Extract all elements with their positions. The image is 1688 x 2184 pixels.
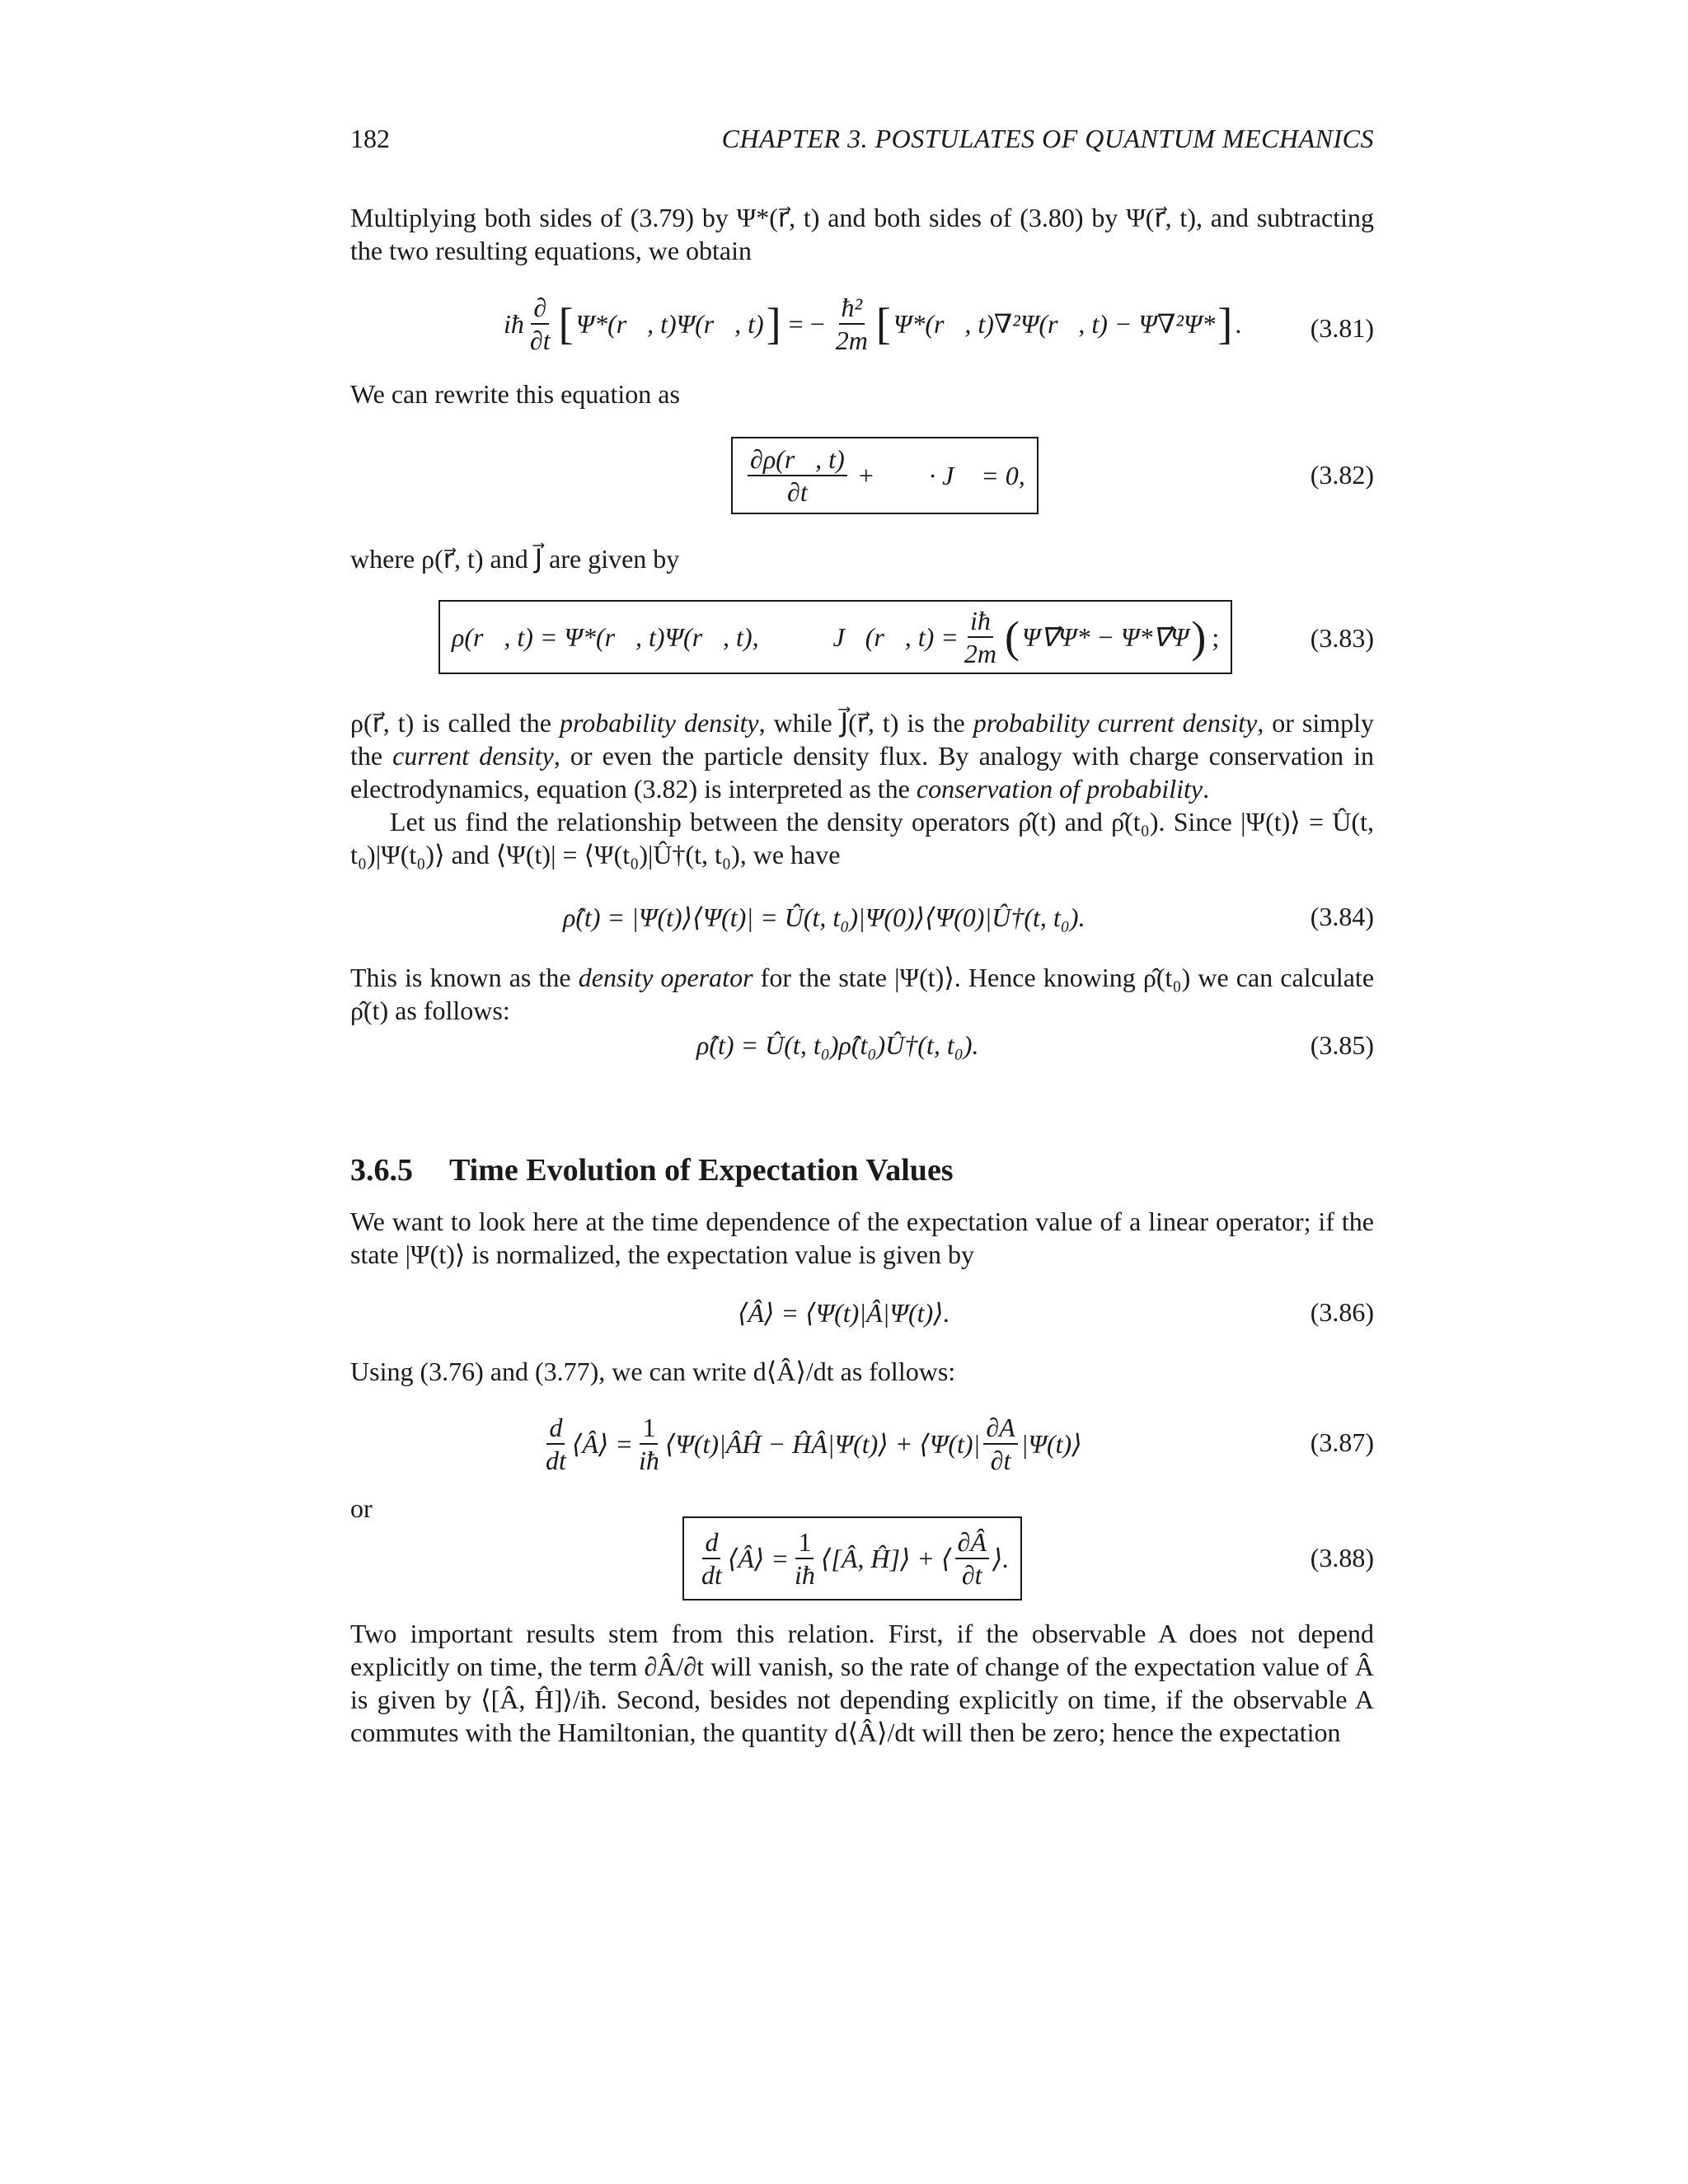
equation-body: ⟨Â⟩ = ⟨Ψ(t)|Â|Ψ(t)⟩.	[738, 1298, 950, 1328]
boxed-ehrenfest-equation: $\frac{d}{dt}$ ⟨Â⟩ = $\frac{1}{iħ}$ ⟨[Â, Ĥ]⟩ + ⟨ $\frac{\partial Â}{\partial t}$ ⟩.	[682, 1516, 1022, 1601]
paragraph-two-results: Two important results stem from this relation. First, if the observable A does not depend explicitly on time, the term ∂Â/∂t will vanish, so the rate of change of the expectation value of Â is given by ⟨[Â, Ĥ]⟩/iħ. Second, besides not depending explicitly on time, if the observable A commutes with the Hamiltonian, the quantity d⟨Â⟩/dt will then be zero; hence the expectation	[350, 1619, 1374, 1747]
section-title: Time Evolution of Expectation Values	[449, 1153, 954, 1188]
section-number: 3.6.5	[350, 1153, 413, 1188]
equation-3-82	[350, 437, 1374, 516]
equation-3-85	[350, 1030, 1374, 1070]
equation-number: (3.85)	[1310, 1030, 1374, 1060]
equation-body: $\frac{d}{dt}$ ⟨Â⟩ = $\frac{1}{iħ}$ ⟨Ψ(t)|ÂĤ − ĤÂ|Ψ(t)⟩ + ⟨Ψ(t)| $\frac{\partial A}{\partial t}$ |Ψ(t)⟩	[540, 1406, 1082, 1482]
paragraph-or: or	[350, 1493, 373, 1523]
d-dt-fraction: $\frac{d}{dt}$	[701, 1527, 722, 1590]
paragraph-density-operators: Let us find the relationship between the density operators ρ̂(t) and ρ̂(t₀). Since |Ψ(t)⟩ = Û(t, t₀)|Ψ(t₀)⟩ and ⟨Ψ(t)| = ⟨Ψ(t₀)|Û†(t, t₀), we have	[350, 807, 1374, 869]
partial-t-fraction: $\frac{\partial}{\partial t}$	[529, 293, 551, 355]
equation-number: (3.81)	[1310, 313, 1374, 343]
paragraph-intro: Multiplying both sides of (3.79) by Ψ*(r⃗, t) and both sides of (3.80) by Ψ(r⃗, t), and subtracting the two resulting equations, we obtain	[350, 203, 1374, 265]
paragraph-where: where ρ(r⃗, t) and J⃗ are given by	[350, 544, 680, 574]
equation-3-88	[350, 1516, 1374, 1604]
running-head	[350, 124, 1374, 160]
section-heading	[350, 1152, 954, 1188]
paragraph-probability-density: ρ(r⃗, t) is called the probability density, while J⃗(r⃗, t) is the probability current density, or simply the current density, or even the particle density flux. By analogy with charge conservation in electrodynamics, equation (3.82) is interpreted as the conservation of probability.	[350, 708, 1375, 804]
ihbar-over-2m-fraction: $\frac{iħ}{2m}$	[964, 606, 996, 668]
paragraph-rewrite: We can rewrite this equation as	[350, 379, 680, 409]
paragraph-using: Using (3.76) and (3.77), we can write d⟨Â⟩/dt as follows:	[350, 1357, 956, 1386]
equation-number: (3.84)	[1310, 902, 1374, 931]
equation-number: (3.87)	[1310, 1427, 1374, 1457]
equation-3-83	[350, 600, 1374, 679]
drho-dt-fraction: $\frac{\partial\rho(r⃗, t)}{\partial t}$	[748, 445, 847, 506]
partial-a-fraction: $\frac{\partial A}{\partial t}$	[983, 1413, 1017, 1474]
d-dt-fraction: $\frac{d}{dt}$	[546, 1413, 566, 1475]
one-over-ihbar-fraction: $\frac{1}{iħ}$	[795, 1527, 815, 1590]
equation-body: ρ̂(t) = Û(t, t₀)ρ̂(t₀)Û†(t, t₀).	[696, 1030, 979, 1060]
equation-number: (3.83)	[1310, 623, 1374, 653]
hbar-squared-fraction: $\frac{\text{ħ²}}{2m}$	[835, 293, 868, 355]
page-number: 182	[350, 124, 390, 153]
equation-body: ρ̂(t) = |Ψ(t)⟩⟨Ψ(t)| = Û(t, t₀)|Ψ(0)⟩⟨Ψ(0)|Û†(t, t₀).	[563, 902, 1085, 932]
equation-number: (3.82)	[1310, 460, 1374, 490]
equation-body: iħ $\frac{\partial}{\partial t}$ [ Ψ*(r⃗, t)Ψ(r⃗, t) ] = − $\frac{\text{ħ²}}{2m}$ [ Ψ*(r⃗, t)∇²Ψ(r⃗, t) − Ψ∇²Ψ* ] .	[504, 293, 1242, 355]
paragraph-density-operator-definition: This is known as the density operator for the state |Ψ(t)⟩. Hence knowing ρ̂(t₀) we can calculate ρ̂(t) as follows:	[350, 963, 1375, 1025]
equation-3-87	[350, 1406, 1374, 1482]
boxed-continuity-equation: $\frac{\partial\rho(r⃗, t)}{\partial t}$ + ∇⃗ · J⃗ = 0,	[731, 437, 1039, 514]
chapter-title: CHAPTER 3. POSTULATES OF QUANTUM MECHANICS	[721, 124, 1374, 153]
equation-3-84	[350, 902, 1374, 941]
one-over-ihbar-fraction: $\frac{1}{iħ}$	[639, 1413, 659, 1475]
equation-number: (3.88)	[1310, 1543, 1374, 1572]
paragraph-expectation-intro: We want to look here at the time dependence of the expectation value of a linear operator; if the state |Ψ(t)⟩ is normalized, the expectation value is given by	[350, 1207, 1374, 1269]
equation-3-81	[350, 293, 1374, 364]
equation-3-86	[350, 1297, 1374, 1337]
equation-number: (3.86)	[1310, 1297, 1374, 1327]
partial-a-hat-fraction: $\frac{\partial Â}{\partial t}$	[955, 1528, 989, 1589]
boxed-density-current-definition: ρ(r⃗, t) = Ψ*(r⃗, t)Ψ(r⃗, t), J⃗(r⃗, t) = $\frac{iħ}{2m}$ ( Ψ∇⃗Ψ* − Ψ*∇⃗Ψ ) ;	[438, 600, 1232, 674]
